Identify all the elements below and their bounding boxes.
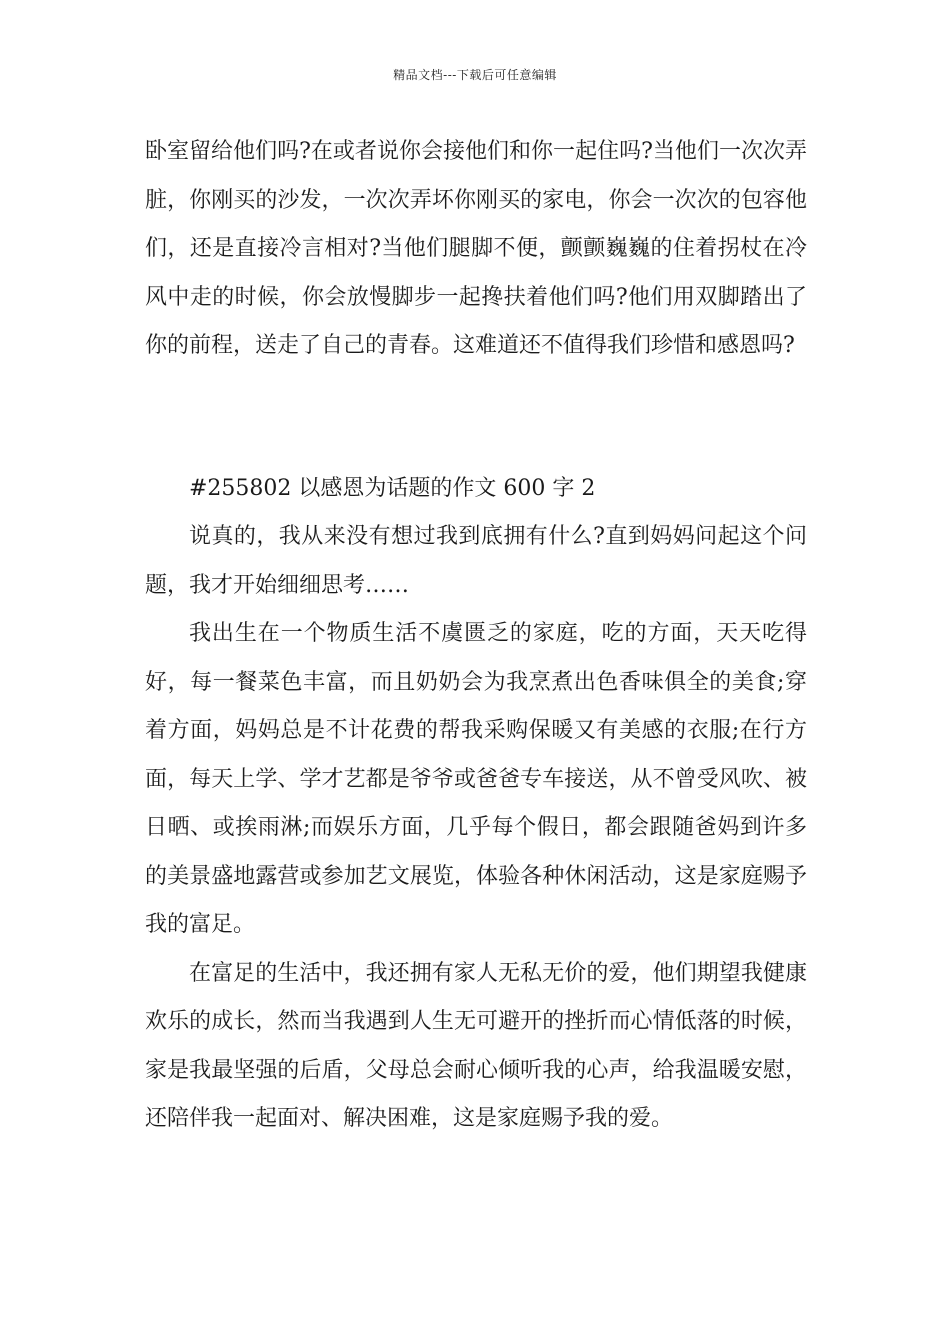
page-header: 精品文档---下载后可任意编辑: [393, 68, 557, 82]
document-body: [145, 128, 807, 1144]
paragraph-continuation: 卧室留给他们吗?在或者说你会接他们和你一起住吗?当他们一次次弄脏，你刚买的沙发，一次次弄坏你刚买的家电，你会一次次的包容他们，还是直接冷言相对?当他们腿脚不便，颤颤巍巍的住着拐杖在冷风中走的时候，你会放慢脚步一起搀扶着他们吗?他们用双脚踏出了你的前程，送走了自己的青春。这难道还不值得我们珍惜和感恩吗?: [145, 139, 807, 358]
section-gap: [145, 371, 807, 465]
paragraph-intro: 说真的，我从来没有想过我到底拥有什么?直到妈妈问起这个问题，我才开始细细思考……: [145, 524, 807, 598]
paragraph-material-life: 我出生在一个物质生活不虞匮乏的家庭，吃的方面，天天吃得好，每一餐菜色丰富，而且奶奶会为我烹煮出色香味俱全的美食;穿着方面，妈妈总是不计花费的帮我采购保暖又有美感的衣服;在行方面，每天上学、学才艺都是爷爷或爸爸专车接送，从不曾受风吹、被日晒、或挨雨淋;而娱乐方面，几乎每个假日，都会跟随爸妈到许多的美景盛地露营或参加艺文展览，体验各种休闲活动，这是家庭赐予我的富足。: [145, 621, 807, 937]
paragraph-family-love: 在富足的生活中，我还拥有家人无私无价的爱，他们期望我健康欢乐的成长，然而当我遇到人生无可避开的挫折而心情低落的时候，家是我最坚强的后盾，父母总会耐心倾听我的心声，给我温暖安慰，还陪伴我一起面对、解决困难，这是家庭赐予我的爱。: [145, 960, 807, 1131]
essay-heading: #255802 以感恩为话题的作文 600 字 2: [189, 475, 596, 501]
